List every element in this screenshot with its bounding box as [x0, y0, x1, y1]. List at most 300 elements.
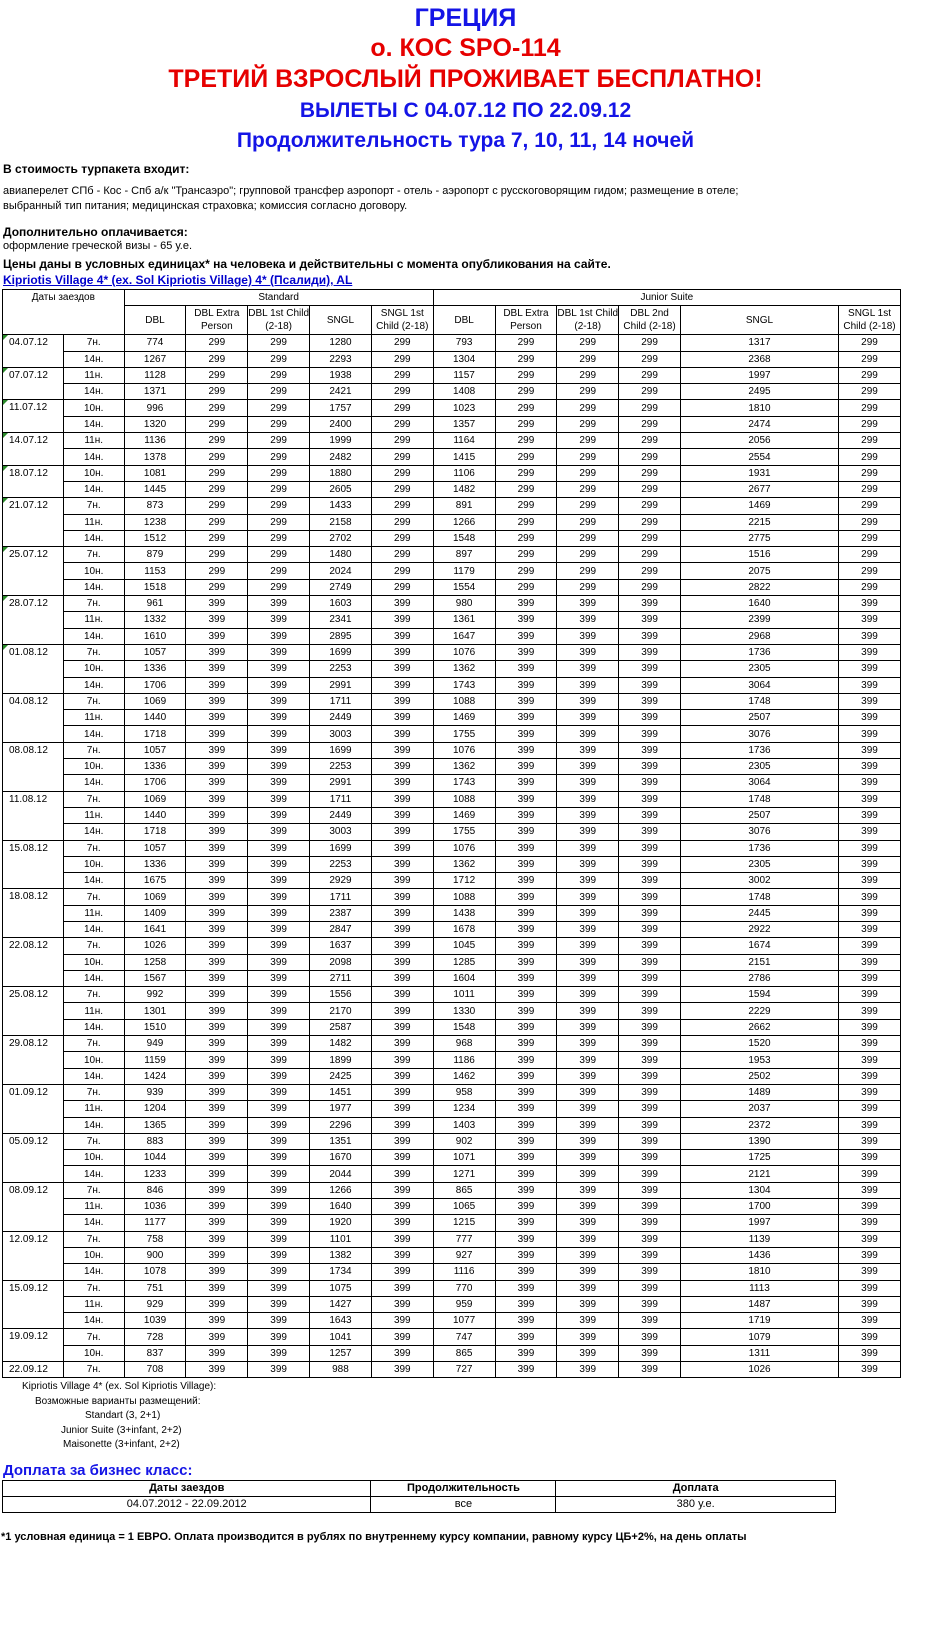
- price-cell: 399: [248, 1052, 310, 1068]
- price-cell: 1234: [433, 1101, 495, 1117]
- nights-cell: 14н.: [63, 726, 124, 742]
- price-cell: 299: [619, 481, 681, 497]
- price-cell: 1267: [124, 351, 186, 367]
- price-cell: 2775: [680, 530, 838, 546]
- price-cell: 399: [248, 726, 310, 742]
- price-cell: 399: [839, 889, 901, 905]
- price-cell: 399: [495, 938, 557, 954]
- price-cell: 980: [433, 596, 495, 612]
- price-cell: 900: [124, 1247, 186, 1263]
- table-row: [3, 384, 901, 400]
- price-cell: 1718: [124, 726, 186, 742]
- table-row: [3, 987, 901, 1003]
- price-cell: 3064: [680, 677, 838, 693]
- price-cell: 2502: [680, 1068, 838, 1084]
- column-header: DBL 2nd Child (2-18): [619, 306, 681, 335]
- price-cell: 1489: [680, 1084, 838, 1100]
- price-cell: 846: [124, 1182, 186, 1198]
- price-cell: 399: [619, 1345, 681, 1361]
- placement-note: Kipriotis Village 4* (ex. Sol Kipriotis Village):: [22, 1381, 217, 1393]
- nights-cell: 7н.: [63, 1084, 124, 1100]
- price-cell: 299: [371, 481, 433, 497]
- price-cell: 2482: [310, 449, 372, 465]
- price-cell: 2253: [310, 856, 372, 872]
- placement-note: Standart (3, 2+1): [85, 1410, 161, 1422]
- price-cell: 399: [557, 807, 619, 823]
- nights-cell: 7н.: [63, 596, 124, 612]
- price-cell: 399: [619, 596, 681, 612]
- price-cell: 399: [248, 1345, 310, 1361]
- price-cell: 399: [495, 1003, 557, 1019]
- nights-cell: 10н.: [63, 1052, 124, 1068]
- price-cell: 399: [495, 644, 557, 660]
- price-cell: 399: [248, 1264, 310, 1280]
- price-cell: 399: [495, 856, 557, 872]
- arrival-date: 04.07.12: [3, 335, 64, 368]
- arrival-date: 12.09.12: [3, 1231, 64, 1280]
- table-row: [3, 970, 901, 986]
- price-cell: 399: [557, 791, 619, 807]
- price-cell: 1164: [433, 433, 495, 449]
- price-cell: 299: [495, 579, 557, 595]
- price-cell: 299: [371, 335, 433, 351]
- price-cell: 1153: [124, 563, 186, 579]
- price-cell: 399: [371, 1247, 433, 1263]
- price-cell: 299: [371, 563, 433, 579]
- price-cell: 299: [839, 351, 901, 367]
- price-cell: 1675: [124, 873, 186, 889]
- price-cell: 399: [371, 1133, 433, 1149]
- price-cell: 708: [124, 1362, 186, 1378]
- price-cell: 2253: [310, 661, 372, 677]
- price-cell: 399: [839, 677, 901, 693]
- price-cell: 1311: [680, 1345, 838, 1361]
- price-cell: 399: [619, 1150, 681, 1166]
- table-row: [3, 1150, 901, 1166]
- price-cell: 902: [433, 1133, 495, 1149]
- price-cell: 2991: [310, 775, 372, 791]
- price-cell: 399: [619, 742, 681, 758]
- nights-cell: 14н.: [63, 1215, 124, 1231]
- price-cell: 399: [495, 1117, 557, 1133]
- price-cell: 1755: [433, 824, 495, 840]
- price-cell: 399: [619, 1084, 681, 1100]
- price-cell: 399: [557, 677, 619, 693]
- nights-cell: 14н.: [63, 677, 124, 693]
- price-cell: 399: [557, 1247, 619, 1263]
- price-cell: 399: [839, 1166, 901, 1182]
- price-cell: 299: [839, 563, 901, 579]
- price-cell: 299: [495, 465, 557, 481]
- price-cell: 1516: [680, 547, 838, 563]
- price-cell: 865: [433, 1345, 495, 1361]
- price-cell: 399: [619, 873, 681, 889]
- price-cell: 399: [248, 677, 310, 693]
- price-cell: 399: [557, 596, 619, 612]
- price-cell: 299: [839, 335, 901, 351]
- price-cell: 1159: [124, 1052, 186, 1068]
- price-cell: 399: [619, 1019, 681, 1035]
- price-cell: 299: [371, 433, 433, 449]
- price-cell: 1487: [680, 1296, 838, 1312]
- table-row: [3, 1084, 901, 1100]
- price-cell: 1711: [310, 791, 372, 807]
- nights-cell: 11н.: [63, 1296, 124, 1312]
- table-row: [3, 677, 901, 693]
- price-cell: 299: [839, 514, 901, 530]
- price-cell: 2305: [680, 856, 838, 872]
- table-row: [3, 921, 901, 937]
- price-cell: 1361: [433, 612, 495, 628]
- price-cell: 1977: [310, 1101, 372, 1117]
- price-cell: 2507: [680, 710, 838, 726]
- nights-cell: 7н.: [63, 938, 124, 954]
- price-cell: 1518: [124, 579, 186, 595]
- price-cell: 399: [186, 1052, 248, 1068]
- price-cell: 399: [371, 726, 433, 742]
- price-cell: 399: [839, 856, 901, 872]
- nights-cell: 11н.: [63, 1003, 124, 1019]
- price-cell: 399: [557, 1036, 619, 1052]
- arrival-date: 11.08.12: [3, 791, 64, 840]
- price-cell: 399: [839, 840, 901, 856]
- arrival-date: 14.07.12: [3, 433, 64, 466]
- standard-header: Standard: [124, 290, 433, 306]
- price-cell: 3076: [680, 726, 838, 742]
- price-cell: 2449: [310, 710, 372, 726]
- price-cell: 399: [186, 1345, 248, 1361]
- arrival-date: 22.08.12: [3, 938, 64, 987]
- price-cell: 1011: [433, 987, 495, 1003]
- nights-cell: 7н.: [63, 1362, 124, 1378]
- price-cell: 399: [248, 987, 310, 1003]
- price-cell: 299: [557, 400, 619, 416]
- price-cell: 399: [839, 1199, 901, 1215]
- table-row: [3, 1215, 901, 1231]
- price-cell: 399: [839, 905, 901, 921]
- price-cell: 399: [557, 1068, 619, 1084]
- price-cell: 399: [495, 889, 557, 905]
- table-row: [3, 1117, 901, 1133]
- price-cell: 399: [619, 644, 681, 660]
- price-cell: 399: [839, 742, 901, 758]
- price-cell: 299: [557, 449, 619, 465]
- price-cell: 399: [619, 1264, 681, 1280]
- price-cell: 1433: [310, 498, 372, 514]
- price-cell: 399: [186, 596, 248, 612]
- price-cell: 299: [839, 384, 901, 400]
- nights-cell: 10н.: [63, 954, 124, 970]
- price-cell: 1725: [680, 1150, 838, 1166]
- table-row: [3, 1362, 901, 1378]
- price-cell: 399: [371, 889, 433, 905]
- price-cell: 1357: [433, 416, 495, 432]
- price-cell: 299: [495, 416, 557, 432]
- price-cell: 399: [248, 742, 310, 758]
- price-cell: 2037: [680, 1101, 838, 1117]
- arrival-date: 25.08.12: [3, 987, 64, 1036]
- price-cell: 1071: [433, 1150, 495, 1166]
- price-cell: 1556: [310, 987, 372, 1003]
- price-cell: 1743: [433, 775, 495, 791]
- price-cell: 399: [186, 824, 248, 840]
- price-cell: 2421: [310, 384, 372, 400]
- nights-cell: 10н.: [63, 563, 124, 579]
- arrival-date: 11.07.12: [3, 400, 64, 433]
- price-cell: 399: [186, 775, 248, 791]
- business-duration: все: [371, 1496, 556, 1512]
- flights-title: ВЫЛЕТЫ С 04.07.12 ПО 22.09.12: [299, 99, 632, 122]
- price-cell: 1641: [124, 921, 186, 937]
- nights-cell: 7н.: [63, 742, 124, 758]
- price-cell: 399: [557, 628, 619, 644]
- table-row: [3, 563, 901, 579]
- nights-cell: 14н.: [63, 416, 124, 432]
- table-row: [3, 1133, 901, 1149]
- price-cell: 399: [186, 1150, 248, 1166]
- price-cell: 399: [371, 970, 433, 986]
- price-cell: 1736: [680, 840, 838, 856]
- price-cell: 1069: [124, 889, 186, 905]
- price-cell: 399: [619, 856, 681, 872]
- price-cell: 399: [839, 970, 901, 986]
- price-cell: 399: [371, 1231, 433, 1247]
- price-cell: 399: [495, 710, 557, 726]
- price-cell: 299: [557, 367, 619, 383]
- price-cell: 2229: [680, 1003, 838, 1019]
- table-row: [3, 807, 901, 823]
- price-cell: 1640: [680, 596, 838, 612]
- nights-cell: 14н.: [63, 530, 124, 546]
- price-cell: 399: [371, 954, 433, 970]
- price-cell: 399: [839, 921, 901, 937]
- price-cell: 399: [557, 1019, 619, 1035]
- nights-cell: 14н.: [63, 351, 124, 367]
- price-cell: 1748: [680, 791, 838, 807]
- price-cell: 1076: [433, 644, 495, 660]
- price-cell: 399: [371, 1166, 433, 1182]
- price-cell: 1371: [124, 384, 186, 400]
- price-cell: 399: [619, 1199, 681, 1215]
- price-cell: 399: [619, 1231, 681, 1247]
- price-cell: 399: [248, 1150, 310, 1166]
- price-cell: 299: [619, 416, 681, 432]
- price-cell: 1332: [124, 612, 186, 628]
- price-cell: 399: [248, 661, 310, 677]
- price-cell: 399: [371, 1117, 433, 1133]
- price-cell: 399: [371, 1182, 433, 1198]
- price-cell: 1438: [433, 905, 495, 921]
- price-cell: 399: [248, 1101, 310, 1117]
- price-cell: 399: [248, 791, 310, 807]
- price-cell: 399: [186, 970, 248, 986]
- price-cell: 399: [248, 759, 310, 775]
- price-cell: 1567: [124, 970, 186, 986]
- price-cell: 399: [248, 1068, 310, 1084]
- price-cell: 399: [248, 889, 310, 905]
- price-cell: 399: [371, 644, 433, 660]
- price-cell: 399: [839, 807, 901, 823]
- price-cell: 399: [619, 1052, 681, 1068]
- price-cell: 2399: [680, 612, 838, 628]
- price-cell: 1233: [124, 1166, 186, 1182]
- nights-cell: 7н.: [63, 547, 124, 563]
- price-cell: 1075: [310, 1280, 372, 1296]
- price-cell: 399: [186, 1199, 248, 1215]
- price-cell: 399: [248, 1133, 310, 1149]
- price-cell: 1469: [433, 807, 495, 823]
- price-cell: 399: [495, 1345, 557, 1361]
- price-cell: 1712: [433, 873, 495, 889]
- price-cell: 399: [839, 987, 901, 1003]
- business-class-title: Доплата за бизнес класс:: [3, 1461, 193, 1479]
- price-cell: 1065: [433, 1199, 495, 1215]
- price-cell: 399: [839, 873, 901, 889]
- business-class-table: [2, 1480, 836, 1513]
- price-cell: 399: [557, 938, 619, 954]
- price-cell: 299: [248, 514, 310, 530]
- island-title: о. КОС SPO-114: [370, 34, 561, 62]
- price-cell: 299: [186, 416, 248, 432]
- price-cell: 399: [619, 1247, 681, 1263]
- price-cell: 399: [839, 726, 901, 742]
- price-cell: 1409: [124, 905, 186, 921]
- price-cell: 399: [371, 759, 433, 775]
- price-cell: 399: [248, 970, 310, 986]
- price-cell: 1204: [124, 1101, 186, 1117]
- price-cell: 399: [839, 1150, 901, 1166]
- price-cell: 399: [619, 1296, 681, 1312]
- nights-cell: 14н.: [63, 1068, 124, 1084]
- price-cell: 299: [619, 563, 681, 579]
- price-cell: 399: [495, 1362, 557, 1378]
- price-cell: 399: [371, 628, 433, 644]
- price-cell: 399: [186, 1084, 248, 1100]
- table-row: [3, 661, 901, 677]
- price-cell: 1643: [310, 1313, 372, 1329]
- price-cell: 399: [371, 710, 433, 726]
- arrival-date: 01.08.12: [3, 644, 64, 693]
- nights-cell: 7н.: [63, 791, 124, 807]
- placement-notes: [0, 1380, 931, 1453]
- price-cell: 399: [495, 612, 557, 628]
- price-cell: 1810: [680, 400, 838, 416]
- nights-cell: 14н.: [63, 1019, 124, 1035]
- price-cell: 399: [557, 1166, 619, 1182]
- price-cell: 399: [557, 905, 619, 921]
- price-cell: 399: [371, 987, 433, 1003]
- price-cell: 1088: [433, 791, 495, 807]
- table-row: [3, 351, 901, 367]
- price-cell: 2702: [310, 530, 372, 546]
- price-cell: 1179: [433, 563, 495, 579]
- nights-cell: 14н.: [63, 628, 124, 644]
- price-cell: 399: [557, 1133, 619, 1149]
- price-cell: 891: [433, 498, 495, 514]
- price-cell: 399: [557, 644, 619, 660]
- price-cell: 299: [619, 400, 681, 416]
- table-row: [3, 726, 901, 742]
- price-cell: 299: [495, 400, 557, 416]
- price-cell: 299: [839, 416, 901, 432]
- nights-cell: 10н.: [63, 1247, 124, 1263]
- price-cell: 1743: [433, 677, 495, 693]
- price-cell: 2968: [680, 628, 838, 644]
- table-row: [3, 1345, 901, 1361]
- price-cell: 399: [495, 1296, 557, 1312]
- table-row: [3, 742, 901, 758]
- price-cell: 939: [124, 1084, 186, 1100]
- price-cell: 1670: [310, 1150, 372, 1166]
- arrival-date: 08.09.12: [3, 1182, 64, 1231]
- price-cell: 399: [371, 807, 433, 823]
- price-cell: 1699: [310, 742, 372, 758]
- price-cell: 988: [310, 1362, 372, 1378]
- price-cell: 879: [124, 547, 186, 563]
- price-cell: 1594: [680, 987, 838, 1003]
- price-cell: 399: [186, 1362, 248, 1378]
- hotel-link[interactable]: Kipriotis Village 4* (ex. Sol Kipriotis Village) 4* (Псалиди), AL: [3, 273, 353, 287]
- price-cell: 399: [839, 628, 901, 644]
- nights-cell: 10н.: [63, 465, 124, 481]
- price-cell: 399: [186, 856, 248, 872]
- price-cell: 399: [186, 1003, 248, 1019]
- price-cell: 299: [495, 498, 557, 514]
- price-cell: 399: [495, 1084, 557, 1100]
- price-cell: 399: [248, 1280, 310, 1296]
- price-cell: 399: [619, 661, 681, 677]
- arrival-date: 18.07.12: [3, 465, 64, 498]
- junior-suite-header: Junior Suite: [433, 290, 900, 306]
- column-header: SNGL 1st Child (2-18): [371, 306, 433, 335]
- price-cell: 399: [839, 596, 901, 612]
- price-cell: 1036: [124, 1199, 186, 1215]
- table-row: [3, 856, 901, 872]
- price-cell: 399: [495, 1264, 557, 1280]
- placement-note: Возможные варианты размещений:: [35, 1395, 201, 1407]
- price-cell: 2662: [680, 1019, 838, 1035]
- price-cell: 968: [433, 1036, 495, 1052]
- price-cell: 399: [557, 1313, 619, 1329]
- arrival-date: 29.08.12: [3, 1036, 64, 1085]
- table-row: [3, 873, 901, 889]
- price-cell: 299: [557, 416, 619, 432]
- price-cell: 2400: [310, 416, 372, 432]
- price-cell: 399: [371, 1345, 433, 1361]
- price-cell: 399: [619, 791, 681, 807]
- price-cell: 299: [371, 384, 433, 400]
- price-cell: 299: [557, 563, 619, 579]
- price-cell: 1266: [310, 1182, 372, 1198]
- price-cell: 2786: [680, 970, 838, 986]
- price-cell: 399: [248, 1313, 310, 1329]
- price-cell: 399: [186, 1182, 248, 1198]
- arrival-date: 05.09.12: [3, 1133, 64, 1182]
- price-cell: 1128: [124, 367, 186, 383]
- price-cell: 299: [557, 335, 619, 351]
- price-cell: 1076: [433, 742, 495, 758]
- price-cell: 399: [495, 921, 557, 937]
- price-cell: 399: [371, 791, 433, 807]
- price-cell: 299: [248, 335, 310, 351]
- price-cell: 399: [619, 807, 681, 823]
- nights-cell: 11н.: [63, 433, 124, 449]
- price-cell: 2822: [680, 579, 838, 595]
- price-cell: 399: [619, 1117, 681, 1133]
- nights-cell: 14н.: [63, 873, 124, 889]
- business-surcharge: 380 у.е.: [556, 1496, 836, 1512]
- price-cell: 399: [371, 856, 433, 872]
